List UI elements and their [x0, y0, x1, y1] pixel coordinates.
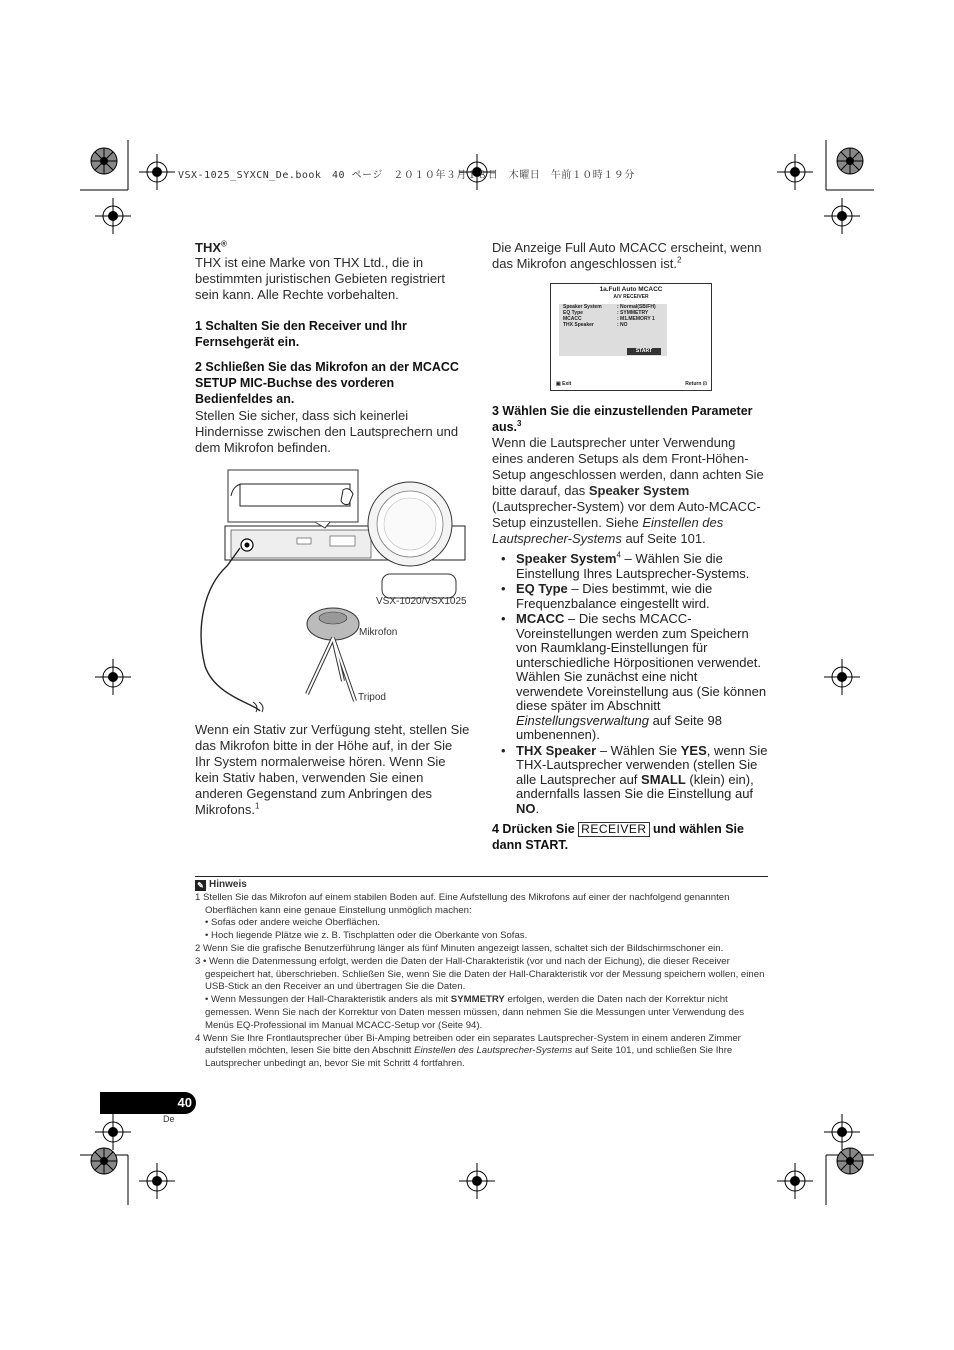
- note-3: 3 • Wenn die Datenmessung erfolgt, werden die Daten der Hall-Charakteristik (vor und nach der Eichung), die dieser Receiver gespeichert hat, überschrieben. Schließen Sie, wenn Sie die Daten der Hall-Charakteristik vor der Messung speichern wollen, einen USB-Stick an den Receiver an und übertragen Sie die Daten.: [195, 955, 765, 993]
- screen-subtitle: A/V RECEIVER: [613, 294, 649, 300]
- thx-section: [195, 240, 470, 303]
- note-icon: ✎: [195, 880, 206, 891]
- parameter-list: [492, 552, 768, 817]
- note-1-bullet: • Hoch liegende Plätze wie z. B. Tischplatten oder die Oberkante von Sofas.: [205, 930, 528, 942]
- list-item: • Speaker System$^4$ – Wählen Sie die Einstellung Ihres Lautsprecher-Systems.: [492, 552, 768, 581]
- step-1: 1 Schalten Sie den Receiver und Ihr Fernsehgerät ein.: [195, 319, 407, 349]
- screen-row-label: MCACC: [563, 316, 582, 322]
- note-2: 2 Wenn Sie die grafische Benutzerführung länger als fünf Minuten angezeigt lassen, schaltet sich der Bildschirmschoner ein.: [195, 942, 724, 954]
- note-1: 1 Stellen Sie das Mikrofon auf einem stabilen Boden auf. Eine Aufstellung des Mikrofons auf einer der nachfolgend genannten Oberflächen kann eine genaue Einstellung unmöglich machen:: [195, 891, 730, 916]
- screen-row-value: : NO: [617, 322, 628, 328]
- step-4: 4 Drücken Sie RECEIVER und wählen Sie dann START.: [492, 822, 744, 852]
- note-3-bullet: • Wenn Messungen der Hall-Charakteristik anders als mit SYMMETRY erfolgen, werden die Daten nach der Korrektur nicht gemessen. Wenn Sie nach der Korrektur von Daten messen müssen, dann nehmen Sie die Messungen unter Verwendung des Menüs EQ-Professional im Manual MCACC-Setup vor (Seite 94).: [205, 994, 744, 1031]
- thx-heading: THX®: [195, 239, 227, 255]
- page-number: 40: [177, 1095, 192, 1110]
- step-3: 3 Wählen Sie die einzustellenden Parameter aus.$^3$: [492, 404, 753, 434]
- mic-label: Mikrofon: [359, 627, 398, 638]
- note-4: 4 Wenn Sie Ihre Frontlautsprecher über Bi-Amping betreiben oder ein separates Lautsprecher-System in einem anderen Zimmer aufstellen möchten, lesen Sie bitte den Abschnitt Einstellen des Lautsprecher-Systems auf Seite 101, und schließen Sie Ihre Lautsprecher unbedingt an, bevor Sie mit Schritt 4 fortfahren.: [195, 1032, 741, 1070]
- page-number-badge: [100, 1092, 196, 1114]
- thx-text: THX ist eine Marke von THX Ltd., die in bestimmten juristischen Gebieten registriert sein kann. Alle Rechte vorbehalten.: [195, 255, 445, 302]
- step-3-text: Wenn die Lautsprecher unter Verwendung eines anderen Setups als dem Front-Höhen-Setup angeschlossen werden, dann achten Sie bitte darauf, das Speaker System (Lautsprecher-System) vor dem Auto-MCACC-Setup einzustellen. Siehe Einstellen des Lautsprecher-Systems auf Seite 101.: [492, 435, 764, 546]
- print-slug-line: VSX-1025_SYXCN_De.book 40 ページ ２０１０年３月１８日 木曜日 午前１０時１９分: [178, 170, 635, 181]
- receiver-key: RECEIVER: [578, 822, 649, 837]
- list-item: • EQ Type – Dies bestimmt, wie die Frequenzbalance eingestellt wird.: [492, 582, 768, 611]
- screen-title: 1a.Full Auto MCACC: [599, 286, 663, 293]
- tripod-text: Wenn ein Stativ zur Verfügung steht, stellen Sie das Mikrofon bitte in der Höhe auf, in der Sie Ihr System normalerweise hören. Wenn Sie kein Stativ haben, verwenden Sie einen anderen Gegenstand zum Anbringen des Mikrofons.$^1$: [195, 722, 470, 817]
- list-item: • MCACC – Die sechs MCACC-Voreinstellungen werden zum Speichern von Raumklang-Einstellungen für unterschiedliche Hörpositionen verwendet. Wählen Sie zunächst eine nicht verwendete Voreinstellung aus (Sie können diese später im Abschnitt Einstellungsverwaltung auf Seite 98 umbenennen).: [492, 612, 768, 743]
- screen-row-value: : M1.MEMORY 1: [617, 316, 655, 322]
- list-item: • THX Speaker – Wählen Sie YES, wenn Sie THX-Lautsprecher verwenden (stellen Sie alle Lautsprecher auf SMALL (klein) ein), andernfalls lassen Sie die Einstellung auf NO.: [492, 744, 768, 817]
- screen-row-label: EQ Type: [563, 310, 583, 316]
- notes-section: [195, 876, 768, 1071]
- screen-exit: ▣ Exit: [556, 381, 572, 387]
- screen-row-label: Speaker System: [563, 304, 602, 310]
- screen-row-label: THX Speaker: [563, 322, 594, 328]
- screen-return: Return ⊡: [685, 381, 707, 387]
- screen-settings-panel: [559, 304, 667, 356]
- notes-heading: ✎ Hinweis: [195, 879, 768, 892]
- step-2: 2 Schließen Sie das Mikrofon an der MCACC SETUP MIC-Buchse des vorderen Bedienfeldes an.: [195, 360, 459, 406]
- screen-row-value: : SYMMETRY: [617, 310, 649, 316]
- full-auto-mcacc-screen: [550, 283, 712, 391]
- note-1-bullet: • Sofas oder andere weiche Oberflächen.: [205, 917, 381, 929]
- tripod-label: Tripod: [358, 692, 386, 703]
- step-2-text: Stellen Sie sicher, dass sich keinerlei Hindernisse zwischen den Lautsprechern und dem Mikrofon befinden.: [195, 408, 459, 455]
- screen-start-button: START: [627, 348, 661, 355]
- model-label: VSX-1020/VSX1025: [376, 596, 467, 607]
- language-code: De: [163, 1114, 175, 1124]
- mcacc-intro: Die Anzeige Full Auto MCACC erscheint, wenn das Mikrofon angeschlossen ist.$^2$: [492, 240, 762, 271]
- screen-row-value: : Normal(SB/FH): [617, 304, 656, 310]
